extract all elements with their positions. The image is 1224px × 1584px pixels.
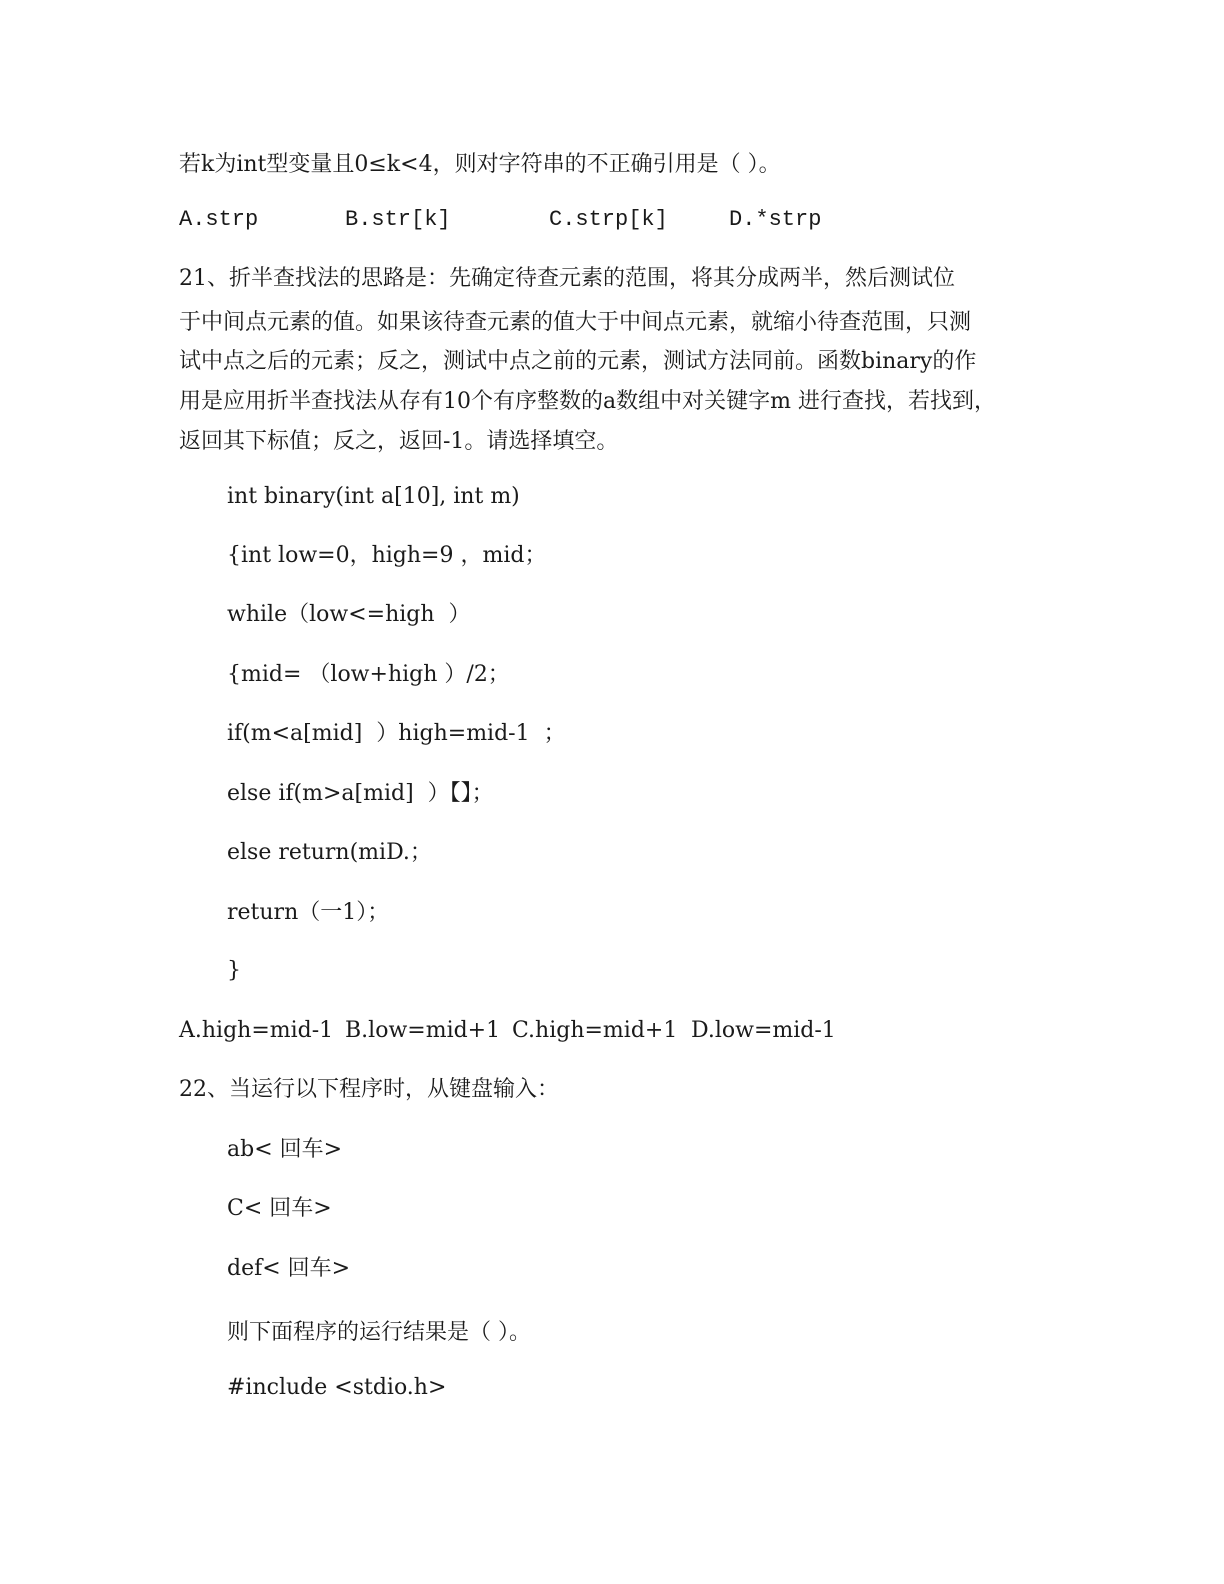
q21-option-b: B.low=mid+1 <box>345 1018 501 1043</box>
q21-option-d: D.low=mid-1 <box>691 1018 836 1043</box>
q20-option-b: B.str[k] <box>345 207 451 232</box>
q22-stem: 22、当运行以下程序时，从键盘输入： <box>179 1077 559 1102</box>
q21-code-line-1: int binary(int a[10], int m) <box>227 484 520 509</box>
q22-question: 则下面程序的运行结果是（ ）。 <box>227 1320 531 1345</box>
q21-option-c: C.high=mid+1 <box>512 1018 678 1043</box>
q22-input-line-3: def< 回车> <box>227 1256 351 1281</box>
q21-paragraph-line-3: 试中点之后的元素；反之，测试中点之前的元素，测试方法同前。函数binary的作 <box>179 349 977 374</box>
q21-option-a: A.high=mid-1 <box>179 1018 334 1043</box>
q21-code-line-5: if(m<a[mid] ）high=mid-1 ； <box>227 721 566 746</box>
q22-code-line-1: #include <stdio.h> <box>227 1375 447 1400</box>
q21-code-line-3: while（low<=high ） <box>227 602 471 627</box>
q20-option-d: D.*strp <box>729 207 822 232</box>
q22-input-line-2: C< 回车> <box>227 1196 332 1221</box>
q21-code-line-6: else if(m>a[mid] ）【】； <box>227 781 494 806</box>
q21-code-line-2: {int low=0，high=9 ，mid； <box>227 543 547 568</box>
q21-paragraph-line-2: 于中间点元素的值。如果该待查元素的值大于中间点元素，就缩小待查范围，只测 <box>179 310 972 335</box>
q20-stem: 若k为int型变量且0≤k<4，则对字符串的不正确引用是（ ）。 <box>179 152 781 177</box>
q21-paragraph-line-4: 用是应用折半查找法从存有10个有序整数的a数组中对关键字m 进行查找，若找到， <box>179 389 996 414</box>
q21-paragraph-line-1: 21、折半查找法的思路是：先确定待查元素的范围，将其分成两半，然后测试位 <box>179 266 955 291</box>
q20-option-a: A.strp <box>179 207 259 232</box>
q21-code-line-8: return（一1）； <box>227 900 390 925</box>
q21-paragraph-line-5: 返回其下标值；反之，返回-1。请选择填空。 <box>179 429 619 454</box>
q21-code-line-9: } <box>227 958 241 983</box>
q21-code-line-7: else return(miD.； <box>227 840 432 865</box>
q20-option-c: C.strp[k] <box>549 207 668 232</box>
q21-code-line-4: {mid= （low+high ）/2； <box>227 662 510 687</box>
q22-input-line-1: ab< 回车> <box>227 1137 343 1162</box>
